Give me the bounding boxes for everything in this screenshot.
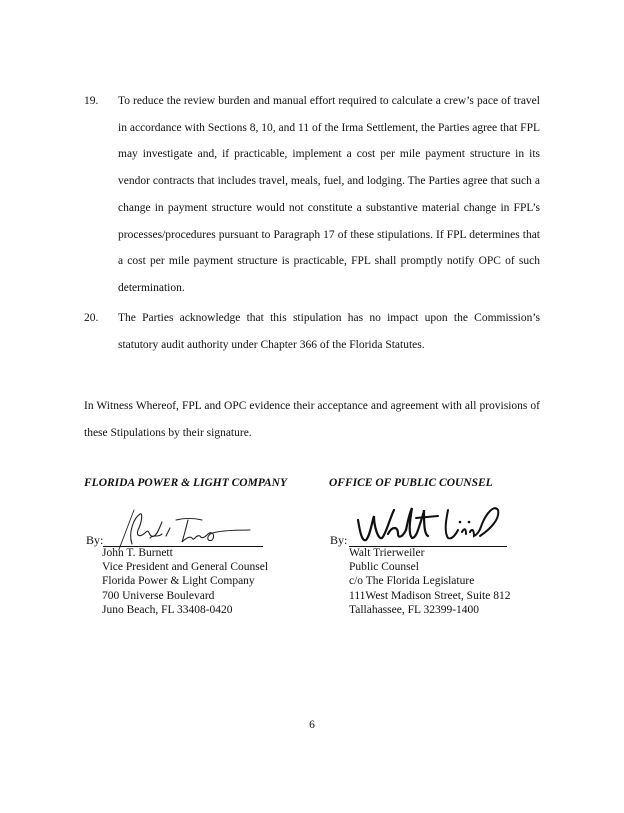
paragraph-text: The Parties acknowledge that this stipulation has no impact upon the Commission’s statutory audit authority under Chapter 366 of the Florida Statutes. (118, 312, 540, 351)
handwritten-signature-trierweiler (352, 500, 502, 550)
paragraph-text: To reduce the review burden and manual effort required to calculate a crew’s pace of travel in accordance with Sections 8, 10, and 11 of the Irma Settlement, the Parties agree that FPL may investigate and, if practicable, implement a cost per mile payment structure in its vendor contracts that includes travel, meals, fuel, and lodging. The Parties agree that such a change in payment structure would not constitute a substantive material change in FPL’s processes/procedures pursuant to Paragraph 17 of these stipulations. If FPL determines that a cost per mile payment structure is practicable, FPL shall promptly notify OPC of such determination. (118, 95, 540, 294)
signatory-city-line: Juno Beach, FL 33408-0420 (102, 603, 233, 616)
signatory-city-line: Tallahassee, FL 32399-1400 (349, 603, 480, 616)
paragraph-20 (84, 305, 540, 358)
party-name-opc: OFFICE OF PUBLIC COUNSEL (329, 477, 493, 489)
signatory-block-opc (349, 546, 510, 617)
signatory-name: John T. Burnett (102, 547, 173, 559)
signatory-organization: c/o The Florida Legislature (349, 575, 475, 588)
party-name-fpl: FLORIDA POWER & LIGHT COMPANY (84, 477, 287, 489)
paragraph-number: 19. (84, 95, 99, 107)
signatory-address-line: 700 Universe Boulevard (102, 589, 215, 602)
by-label: By: (330, 533, 348, 547)
signatory-title: Public Counsel (349, 561, 419, 574)
paragraph-19 (84, 88, 540, 302)
signatory-organization: Florida Power & Light Company (102, 575, 255, 588)
signatory-block-fpl (102, 546, 268, 617)
paragraph-number: 20. (84, 312, 99, 324)
witness-statement: In Witness Whereof, FPL and OPC evidence their acceptance and agreement with all provisions of these Stipulations by their signature. (84, 400, 540, 439)
handwritten-signature-burnett (110, 508, 260, 550)
signatory-address-line: 111West Madison Street, Suite 812 (349, 589, 511, 602)
page-number: 6 (309, 719, 315, 731)
by-label: By: (86, 533, 104, 547)
signatory-name: Walt Trierweiler (349, 547, 425, 559)
signatory-title: Vice President and General Counsel (102, 561, 269, 574)
